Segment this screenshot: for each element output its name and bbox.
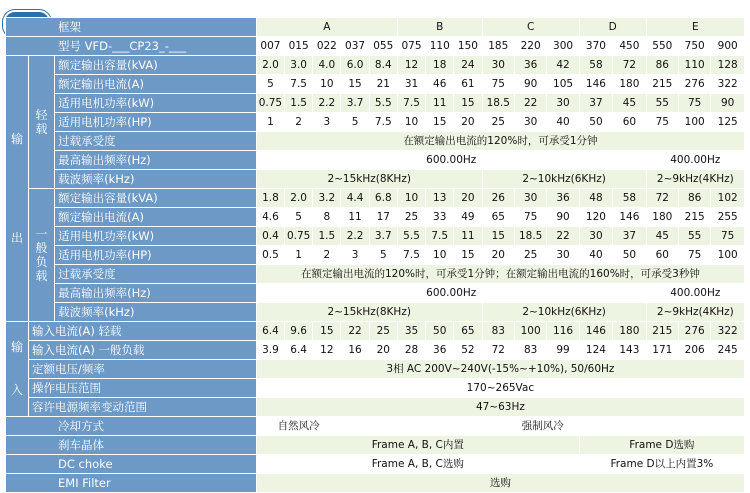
max-freq-value: 600.00Hz xyxy=(256,151,646,170)
model-cell: 370 xyxy=(579,37,612,56)
motor-kw-value: 11 xyxy=(426,94,454,113)
model-cell: 750 xyxy=(679,37,711,56)
input-current-value: 25 xyxy=(369,322,397,341)
capacity-value: 30 xyxy=(482,56,514,75)
input-current-value: 22 xyxy=(341,322,369,341)
motor-kw-value: 22 xyxy=(547,227,579,246)
motor-hp-value: 60 xyxy=(613,113,646,132)
model-cell: 900 xyxy=(711,37,745,56)
motor-hp-value: 75 xyxy=(646,113,678,132)
capacity-value: 48 xyxy=(579,189,612,208)
current-value: 255 xyxy=(711,208,745,227)
model-label: 型号 VFD-___CP23_-___ xyxy=(6,37,257,56)
motor-kw-value: 75 xyxy=(679,94,711,113)
input-current-value: 124 xyxy=(579,341,612,360)
input-current-value: 215 xyxy=(646,322,678,341)
motor-hp-value: 10 xyxy=(397,113,425,132)
motor-hp-value: 5 xyxy=(369,246,397,265)
max-freq-label: 最高输出频率(Hz) xyxy=(55,284,257,303)
current-value: 146 xyxy=(579,75,612,94)
output-char-2: 出 xyxy=(10,230,23,245)
current-normal-label: 输入电流(A) 一般负载 xyxy=(28,341,256,360)
rated-voltage-label: 定额电压/频率 xyxy=(28,360,256,379)
capacity-value: 30 xyxy=(514,189,546,208)
normal_load-overload-row xyxy=(6,265,745,284)
carrier-value: 2~15kHz(8KHz) xyxy=(256,303,482,322)
input-current-value: 322 xyxy=(711,322,745,341)
cooling-forced: 强制风冷 xyxy=(341,417,745,436)
capacity-value: 8.4 xyxy=(369,56,397,75)
model-cell: 220 xyxy=(514,37,546,56)
motor-hp-value: 1 xyxy=(256,113,284,132)
motor-hp-value: 2 xyxy=(313,246,341,265)
capacity-value: 24 xyxy=(454,56,482,75)
light_load-section-label: 轻载 xyxy=(28,56,54,189)
input-current-value: 65 xyxy=(454,322,482,341)
carrier-label: 载波频率(kHz) xyxy=(55,170,257,189)
motor-kw-value: 5.5 xyxy=(397,227,425,246)
input-current-value: 6.4 xyxy=(256,322,284,341)
current-value: 90 xyxy=(514,75,546,94)
input-voltage_range-row xyxy=(6,379,745,398)
dc-choke-builtin: Frame D以上内置3% xyxy=(579,455,744,474)
current-value: 180 xyxy=(646,208,678,227)
light_load-overload-row xyxy=(6,132,745,151)
motor-kw-value: 22 xyxy=(514,94,546,113)
capacity-label: 额定输出容量(kVA) xyxy=(55,189,257,208)
motor-kw-value: 15 xyxy=(482,227,514,246)
current-value: 276 xyxy=(679,75,711,94)
frame-e: E xyxy=(646,18,744,37)
input-current-value: 143 xyxy=(613,341,646,360)
current-value: 215 xyxy=(679,208,711,227)
motor-hp-value: 30 xyxy=(514,113,546,132)
current-value: 11 xyxy=(341,208,369,227)
light_load-max_freq-row xyxy=(6,151,745,170)
carrier-value: 2~15kHz(8KHz) xyxy=(256,170,482,189)
light_load-carrier-row xyxy=(6,170,745,189)
capacity-value: 4.0 xyxy=(313,56,341,75)
model-cell: 007 xyxy=(256,37,284,56)
frame-c: C xyxy=(482,18,579,37)
capacity-value: 6.0 xyxy=(341,56,369,75)
normal_load-motor_hp-row xyxy=(6,246,745,265)
motor-kw-value: 55 xyxy=(646,94,678,113)
section-output-label xyxy=(6,56,29,322)
motor-hp-value: 0.5 xyxy=(256,246,284,265)
input-current-value: 50 xyxy=(426,322,454,341)
current-label: 额定输出电流(A) xyxy=(55,208,257,227)
overload-value: 在额定输出电流的120%时，可承受1分钟；在额定输出电流的160%时，可承受3秒钟 xyxy=(256,265,744,284)
model-row xyxy=(6,37,745,56)
input-current-value: 20 xyxy=(369,341,397,360)
capacity-value: 3.2 xyxy=(313,189,341,208)
normal_load-capacity-row xyxy=(6,189,745,208)
motor-kw-value: 11 xyxy=(454,227,482,246)
capacity-value: 2.0 xyxy=(285,189,313,208)
input-current-value: 180 xyxy=(613,322,646,341)
motor-kw-value: 37 xyxy=(613,227,646,246)
motor-hp-value: 25 xyxy=(482,113,514,132)
capacity-value: 36 xyxy=(547,189,579,208)
motor-hp-value: 3 xyxy=(313,113,341,132)
input-current-value: 83 xyxy=(482,322,514,341)
capacity-value: 102 xyxy=(711,189,745,208)
current-value: 146 xyxy=(613,208,646,227)
capacity-value: 6.8 xyxy=(369,189,397,208)
input-current-value: 146 xyxy=(579,322,612,341)
model-cell: 037 xyxy=(341,37,369,56)
output-char-1: 输 xyxy=(10,131,23,146)
input-rated_voltage-row xyxy=(6,360,745,379)
current-value: 7.5 xyxy=(285,75,313,94)
model-cell: 110 xyxy=(426,37,454,56)
section-input-label xyxy=(6,322,29,417)
motor-hp-value: 5 xyxy=(341,113,369,132)
light_load-current-row xyxy=(6,75,745,94)
max-freq-value: 600.00Hz xyxy=(256,284,646,303)
carrier-value: 2~10kHz(6KHz) xyxy=(482,303,646,322)
cooling-label: 冷却方式 xyxy=(6,417,257,436)
motor-hp-value: 75 xyxy=(679,246,711,265)
current-value: 75 xyxy=(514,208,546,227)
input-current-value: 245 xyxy=(711,341,745,360)
current-value: 90 xyxy=(547,208,579,227)
input-current-value: 15 xyxy=(313,322,341,341)
freq-range-label: 容许电源频率变动范围 xyxy=(28,398,256,417)
brake-label: 刹车晶体 xyxy=(6,436,257,455)
model-cell: 450 xyxy=(613,37,646,56)
input-char-2: 入 xyxy=(10,383,23,397)
capacity-value: 86 xyxy=(646,56,678,75)
input-current_normal-row xyxy=(6,341,745,360)
carrier-label: 载波频率(kHz) xyxy=(55,303,257,322)
current-value: 25 xyxy=(397,208,425,227)
input-current-value: 171 xyxy=(646,341,678,360)
frame-row xyxy=(6,18,745,37)
motor-hp-value: 10 xyxy=(426,246,454,265)
input-current-value: 52 xyxy=(454,341,482,360)
motor-hp-value: 7.5 xyxy=(369,113,397,132)
motor-hp-value: 7.5 xyxy=(397,246,425,265)
capacity-label: 额定输出容量(kVA) xyxy=(55,56,257,75)
current-value: 49 xyxy=(454,208,482,227)
current-value: 180 xyxy=(613,75,646,94)
input-current-value: 72 xyxy=(482,341,514,360)
frame-b: B xyxy=(397,18,482,37)
carrier-value: 2~10kHz(6KHz) xyxy=(482,170,646,189)
current-value: 65 xyxy=(482,208,514,227)
motor-kw-value: 55 xyxy=(679,227,711,246)
motor-hp-value: 20 xyxy=(482,246,514,265)
motor-hp-label: 适用电机功率(HP) xyxy=(55,246,257,265)
motor-kw-value: 2.2 xyxy=(341,227,369,246)
motor-hp-value: 60 xyxy=(646,246,678,265)
current-value: 61 xyxy=(454,75,482,94)
dc-choke-optional: Frame A, B, C选购 xyxy=(256,455,579,474)
motor-kw-value: 7.5 xyxy=(426,227,454,246)
brake-optional: Frame D选购 xyxy=(579,436,744,455)
motor-kw-value: 2.2 xyxy=(313,94,341,113)
carrier-value: 2~9kHz(4KHz) xyxy=(646,170,744,189)
motor-kw-value: 18.5 xyxy=(482,94,514,113)
capacity-value: 72 xyxy=(613,56,646,75)
capacity-value: 128 xyxy=(711,56,745,75)
motor-kw-value: 45 xyxy=(613,94,646,113)
max-freq-value: 400.00Hz xyxy=(646,151,744,170)
capacity-value: 58 xyxy=(579,56,612,75)
current-value: 8 xyxy=(313,208,341,227)
normal_load-current-row xyxy=(6,208,745,227)
motor-kw-value: 30 xyxy=(547,94,579,113)
motor-hp-value: 40 xyxy=(579,246,612,265)
motor-hp-value: 20 xyxy=(454,113,482,132)
frame-a: A xyxy=(256,18,397,37)
motor-kw-value: 0.75 xyxy=(256,94,284,113)
capacity-value: 1.8 xyxy=(256,189,284,208)
frame-d: D xyxy=(579,18,646,37)
capacity-value: 12 xyxy=(397,56,425,75)
motor-kw-value: 18.5 xyxy=(514,227,546,246)
motor-hp-value: 1 xyxy=(285,246,313,265)
cooling-natural: 自然风冷 xyxy=(256,417,341,436)
current-label: 额定输出电流(A) xyxy=(55,75,257,94)
motor-kw-value: 3.7 xyxy=(369,227,397,246)
model-cell: 075 xyxy=(397,37,425,56)
voltage-range-value: 170~265Vac xyxy=(256,379,744,398)
max-freq-label: 最高输出频率(Hz) xyxy=(55,151,257,170)
capacity-value: 26 xyxy=(482,189,514,208)
model-cell: 300 xyxy=(547,37,579,56)
motor-kw-value: 3.7 xyxy=(341,94,369,113)
motor-hp-value: 2 xyxy=(285,113,313,132)
motor-hp-value: 100 xyxy=(679,113,711,132)
motor-kw-value: 5.5 xyxy=(369,94,397,113)
light_load-motor_kw-row xyxy=(6,94,745,113)
current-value: 21 xyxy=(369,75,397,94)
current-value: 120 xyxy=(579,208,612,227)
capacity-value: 3.0 xyxy=(285,56,313,75)
input-current-value: 16 xyxy=(341,341,369,360)
current-value: 322 xyxy=(711,75,745,94)
motor-hp-value: 100 xyxy=(711,246,745,265)
emi-label: EMI Filter xyxy=(6,474,257,493)
capacity-value: 110 xyxy=(679,56,711,75)
input-current-value: 12 xyxy=(313,341,341,360)
motor-kw-value: 90 xyxy=(711,94,745,113)
current-value: 33 xyxy=(426,208,454,227)
motor-kw-value: 1.5 xyxy=(285,94,313,113)
motor-kw-value: 75 xyxy=(711,227,745,246)
voltage-range-label: 操作电压范围 xyxy=(28,379,256,398)
light_load-capacity-row xyxy=(6,56,745,75)
input-current-value: 116 xyxy=(547,322,579,341)
current-light-label: 输入电流(A) 轻载 xyxy=(28,322,256,341)
input-current-value: 206 xyxy=(679,341,711,360)
motor-kw-value: 0.4 xyxy=(256,227,284,246)
input-current-value: 100 xyxy=(514,322,546,341)
capacity-value: 20 xyxy=(454,189,482,208)
current-value: 4.6 xyxy=(256,208,284,227)
motor-hp-label: 适用电机功率(HP) xyxy=(55,113,257,132)
brake-builtin: Frame A, B, C内置 xyxy=(256,436,579,455)
max-freq-value: 400.00Hz xyxy=(646,284,744,303)
input-current-value: 6.4 xyxy=(285,341,313,360)
cooling-row xyxy=(6,417,745,436)
capacity-value: 58 xyxy=(613,189,646,208)
current-value: 10 xyxy=(313,75,341,94)
motor-hp-value: 50 xyxy=(579,113,612,132)
carrier-value: 2~9kHz(4KHz) xyxy=(646,303,744,322)
current-value: 105 xyxy=(547,75,579,94)
motor-kw-value: 7.5 xyxy=(397,94,425,113)
input-current-value: 276 xyxy=(679,322,711,341)
motor-kw-value: 15 xyxy=(454,94,482,113)
frame-label: 框架 xyxy=(6,18,257,37)
emi-row xyxy=(6,474,745,493)
input-freq_range-row xyxy=(6,398,745,417)
motor-hp-value: 50 xyxy=(613,246,646,265)
model-cell: 550 xyxy=(646,37,678,56)
motor-hp-value: 125 xyxy=(711,113,745,132)
rated-voltage-value: 3相 AC 200V~240V(-15%~+10%), 50/60Hz xyxy=(256,360,744,379)
input-current-value: 28 xyxy=(397,341,425,360)
overload-value: 在额定输出电流的120%时，可承受1分钟 xyxy=(256,132,744,151)
motor-hp-value: 3 xyxy=(341,246,369,265)
light_load-motor_hp-row xyxy=(6,113,745,132)
brake-row xyxy=(6,436,745,455)
capacity-value: 4.4 xyxy=(341,189,369,208)
input-current-value: 35 xyxy=(397,322,425,341)
current-value: 46 xyxy=(426,75,454,94)
capacity-value: 2.0 xyxy=(256,56,284,75)
motor-kw-label: 适用电机功率(kW) xyxy=(55,94,257,113)
current-value: 5 xyxy=(285,208,313,227)
current-value: 75 xyxy=(482,75,514,94)
current-value: 215 xyxy=(646,75,678,94)
motor-kw-value: 45 xyxy=(646,227,678,246)
spec-table xyxy=(5,17,745,493)
motor-hp-value: 15 xyxy=(454,246,482,265)
input-current-value: 3.9 xyxy=(256,341,284,360)
input-current-value: 9.6 xyxy=(285,322,313,341)
current-value: 31 xyxy=(397,75,425,94)
capacity-value: 42 xyxy=(547,56,579,75)
dc-choke-row xyxy=(6,455,745,474)
model-cell: 055 xyxy=(369,37,397,56)
capacity-value: 18 xyxy=(426,56,454,75)
current-value: 15 xyxy=(341,75,369,94)
dc-choke-label: DC choke xyxy=(6,455,257,474)
freq-range-value: 47~63Hz xyxy=(256,398,744,417)
normal_load-section-label: 一般负载 xyxy=(28,189,54,322)
capacity-value: 72 xyxy=(646,189,678,208)
input-current-value: 83 xyxy=(514,341,546,360)
model-cell: 150 xyxy=(454,37,482,56)
overload-label: 过载承受度 xyxy=(55,132,257,151)
input-current_light-row xyxy=(6,322,745,341)
model-cell: 015 xyxy=(285,37,313,56)
input-char-1: 输 xyxy=(10,340,23,354)
motor-hp-value: 15 xyxy=(426,113,454,132)
capacity-value: 10 xyxy=(397,189,425,208)
motor-kw-value: 0.75 xyxy=(285,227,313,246)
motor-kw-label: 适用电机功率(kW) xyxy=(55,227,257,246)
capacity-value: 36 xyxy=(514,56,546,75)
capacity-value: 86 xyxy=(679,189,711,208)
model-cell: 185 xyxy=(482,37,514,56)
model-cell: 022 xyxy=(313,37,341,56)
motor-hp-value: 30 xyxy=(547,246,579,265)
normal_load-max_freq-row xyxy=(6,284,745,303)
capacity-value: 13 xyxy=(426,189,454,208)
motor-hp-value: 25 xyxy=(514,246,546,265)
emi-value: 选购 xyxy=(256,474,744,493)
motor-kw-value: 30 xyxy=(579,227,612,246)
input-current-value: 99 xyxy=(547,341,579,360)
current-value: 17 xyxy=(369,208,397,227)
current-value: 5 xyxy=(256,75,284,94)
motor-kw-value: 1.5 xyxy=(313,227,341,246)
overload-label: 过载承受度 xyxy=(55,265,257,284)
motor-hp-value: 40 xyxy=(547,113,579,132)
normal_load-motor_kw-row xyxy=(6,227,745,246)
motor-kw-value: 37 xyxy=(579,94,612,113)
normal_load-carrier-row xyxy=(6,303,745,322)
input-current-value: 36 xyxy=(426,341,454,360)
